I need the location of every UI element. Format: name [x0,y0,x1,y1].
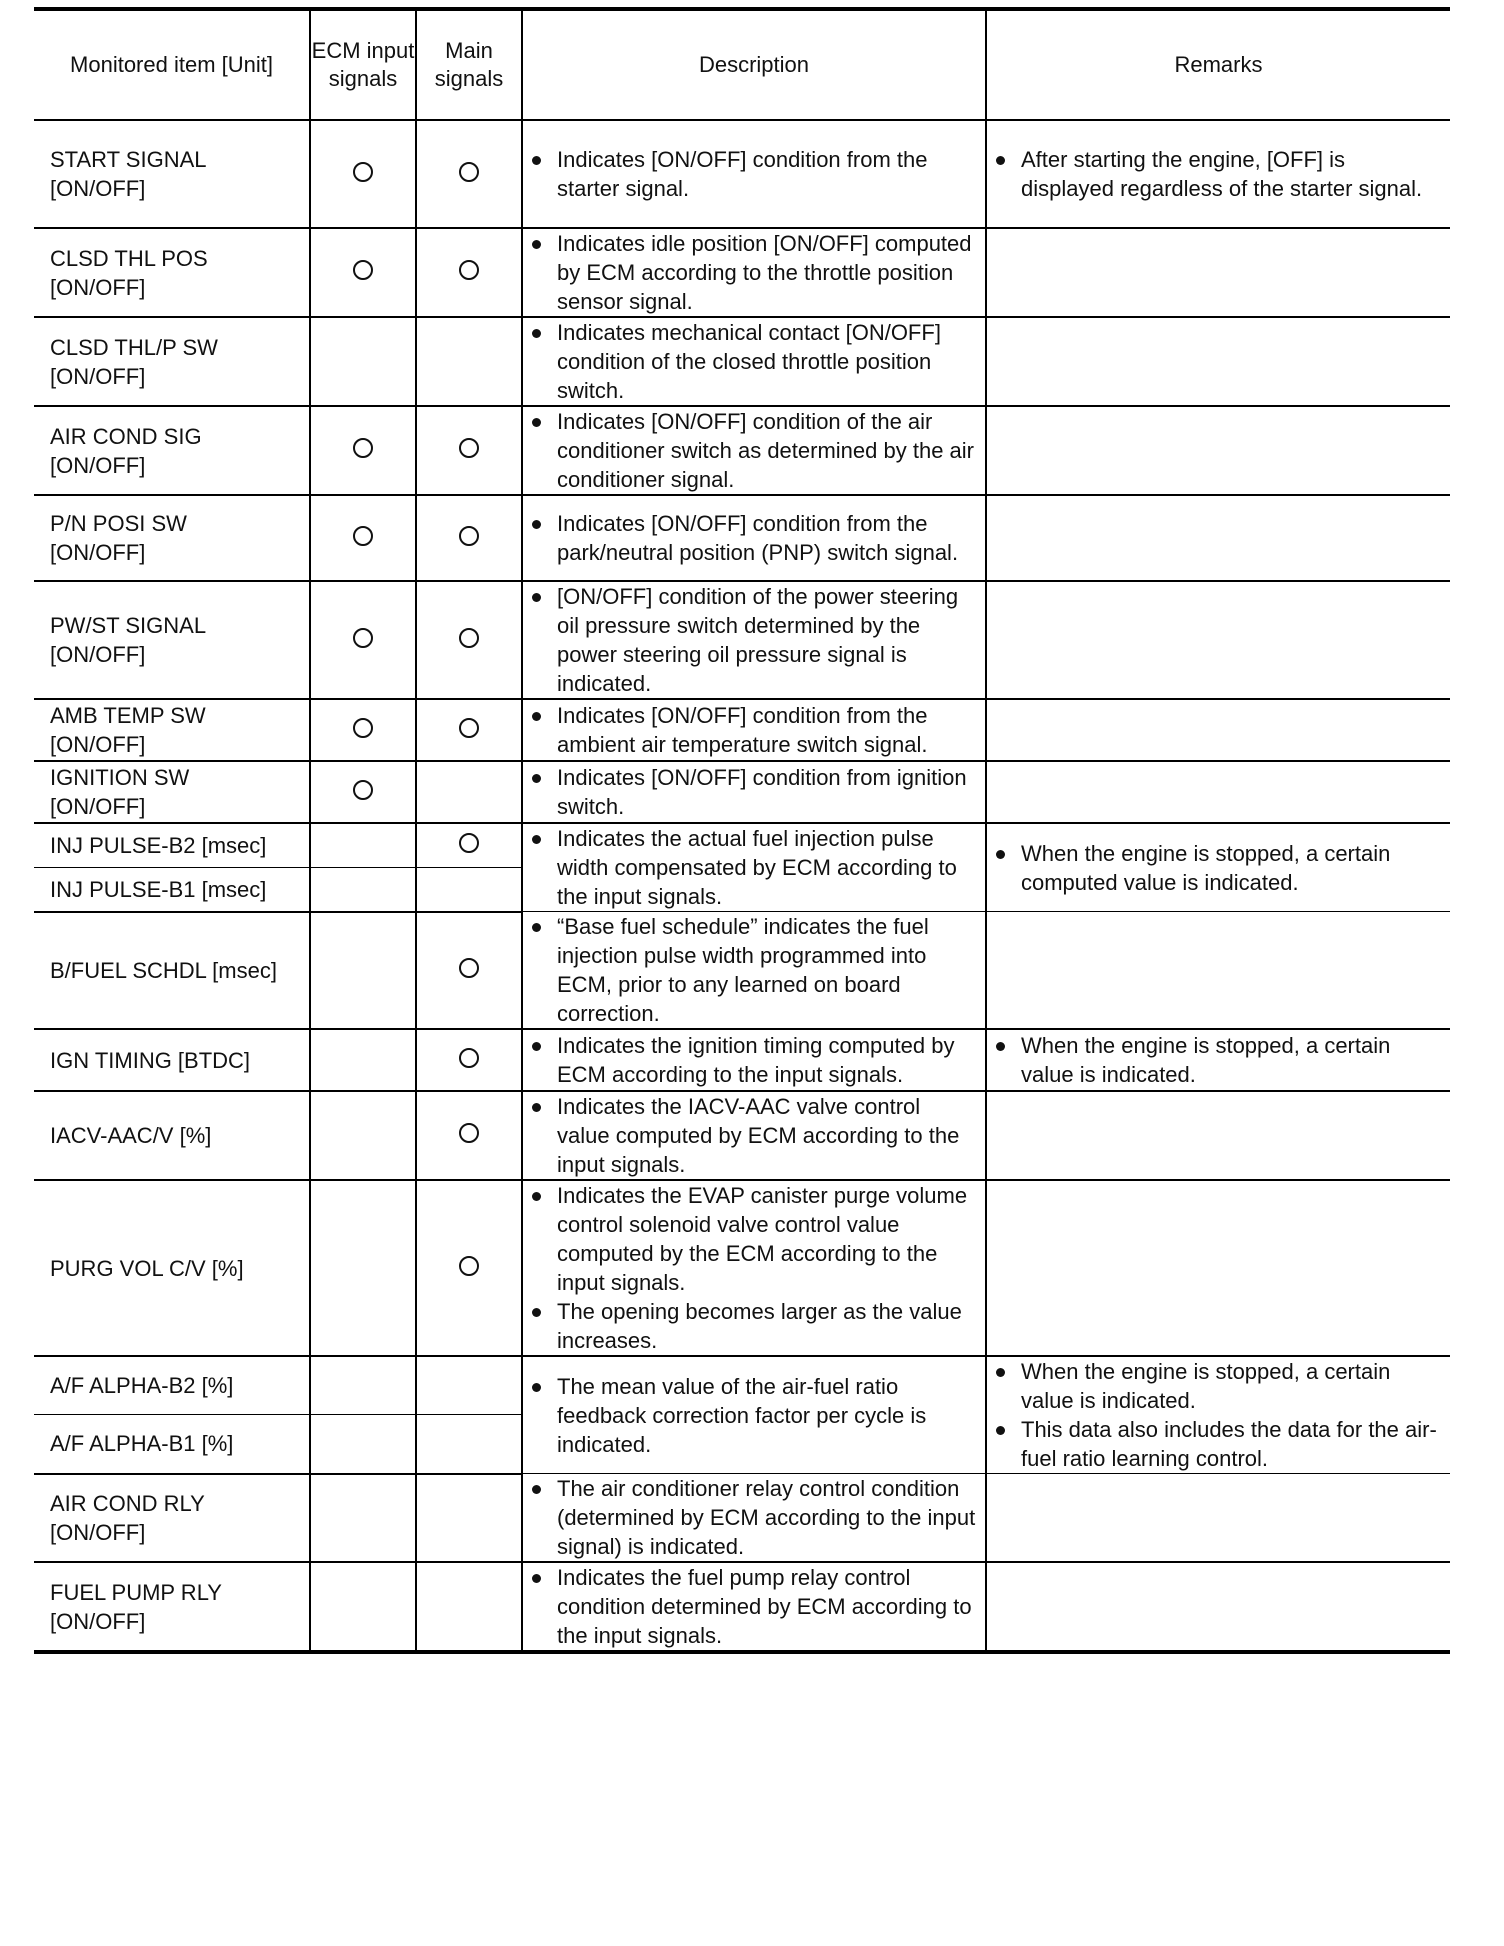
main-signal-mark [416,1091,522,1180]
table-row [34,1474,1450,1563]
description-cell-list [523,1372,985,1459]
description-cell-list [523,145,985,203]
item-name: FUEL PUMP RLY [50,1579,222,1605]
table-row [34,1029,1450,1091]
circle-mark-icon [459,833,479,853]
item-name: AIR COND SIG [50,423,202,449]
remarks-cell [986,1474,1450,1563]
main-signal-mark [416,823,522,867]
description-cell [522,581,986,699]
monitored-item [34,228,310,317]
main-signal-mark [416,1180,522,1356]
item-name: IACV-AAC/V [%] [50,1123,212,1148]
bullet-item: Indicates [ON/OFF] condition from the park/neutral position (PNP) switch signal. [529,509,977,567]
monitor-items-table-container [34,7,1450,1654]
remarks-cell-list [987,145,1450,203]
item-name: PURG VOL C/V [%] [50,1255,244,1281]
item-name: AIR COND RLY [50,1490,205,1516]
monitored-item [34,1474,310,1563]
item-name: INJ PULSE-B1 [msec] [50,876,267,902]
description-cell-list [523,318,985,405]
description-cell-list [523,824,985,911]
description-cell [522,699,986,761]
remarks-cell [986,1562,1450,1652]
description-cell-list [523,1031,985,1089]
remarks-cell-list [987,1357,1450,1473]
bullet-item: This data also includes the data for the air-fuel ratio learning control. [993,1415,1442,1473]
monitored-item [34,1029,310,1091]
bullet-item: Indicates mechanical contact [ON/OFF] condition of the closed throttle position switch. [529,318,977,405]
description-cell-list [523,763,985,821]
bullet-item: Indicates [ON/OFF] condition from ignition switch. [529,763,977,821]
monitored-item [34,495,310,581]
bullet-item: The opening becomes larger as the value increases. [529,1297,977,1355]
table-row [34,699,1450,761]
circle-mark-icon [459,438,479,458]
remarks-cell [986,317,1450,406]
circle-mark-icon [459,1123,479,1143]
description-cell [522,912,986,1030]
main-signal-mark [416,228,522,317]
circle-mark-icon [353,438,373,458]
description-cell-list [523,912,985,1028]
table-row [34,1180,1450,1356]
circle-mark-icon [353,162,373,182]
table-body [34,120,1450,1652]
ecm-input-mark [310,867,416,911]
item-name: IGNITION SW [50,765,190,790]
bullet-item: When the engine is stopped, a certain value is indicated. [993,1031,1442,1089]
circle-mark-icon [459,1256,479,1276]
description-cell-list [523,509,985,567]
ecm-input-mark [310,120,416,228]
remarks-cell [986,1091,1450,1180]
main-signal-mark [416,1029,522,1091]
monitored-item [34,1180,310,1356]
description-cell-list [523,229,985,316]
item-name: START SIGNAL [50,147,207,172]
monitored-item [34,1415,310,1474]
bullet-item: Indicates the fuel pump relay control condition determined by ECM according to the input signals. [529,1563,977,1650]
main-signal-mark [416,581,522,699]
description-cell [522,1029,986,1091]
monitored-item [34,581,310,699]
item-name: A/F ALPHA-B1 [%] [50,1431,234,1457]
bullet-item: Indicates [ON/OFF] condition from the starter signal. [529,145,977,203]
ecm-input-mark [310,1415,416,1474]
monitored-item [34,912,310,1030]
description-cell-list [523,1474,985,1561]
monitored-item [34,317,310,406]
ecm-input-mark [310,1474,416,1563]
monitored-item [34,699,310,761]
table-header-row [34,9,1450,120]
main-signal-mark [416,867,522,911]
circle-mark-icon [459,162,479,182]
bullet-item: Indicates [ON/OFF] condition of the air conditioner switch as determined by the air conditioner signal. [529,407,977,494]
monitored-item [34,867,310,911]
description-cell [522,761,986,823]
monitored-item [34,1562,310,1652]
description-cell [522,495,986,581]
bullet-item: Indicates idle position [ON/OFF] computed by ECM according to the throttle position sensor signal. [529,229,977,316]
ecm-input-mark [310,581,416,699]
item-unit: [ON/OFF] [50,732,146,757]
table-row [34,495,1450,581]
table-row [34,823,1450,867]
monitor-items-table [34,7,1450,1654]
description-cell-list [523,1092,985,1179]
bullet-item: When the engine is stopped, a certain computed value is indicated. [993,839,1442,897]
description-cell [522,1091,986,1180]
table-row [34,317,1450,406]
monitored-item [34,761,310,823]
monitored-item [34,120,310,228]
monitored-item [34,1091,310,1180]
item-name: INJ PULSE-B2 [msec] [50,832,267,858]
bullet-item: The air conditioner relay control condition (determined by ECM according to the input signal) is indicated. [529,1474,977,1561]
header-ecm-input-signals: ECM input signals [310,9,416,120]
ecm-input-mark [310,912,416,1030]
ecm-input-mark [310,495,416,581]
ecm-input-mark [310,1562,416,1652]
table-row [34,761,1450,823]
remarks-cell [986,120,1450,228]
circle-mark-icon [459,526,479,546]
main-signal-mark [416,120,522,228]
item-unit: [ON/OFF] [50,176,146,201]
main-signal-mark [416,761,522,823]
remarks-cell [986,761,1450,823]
circle-mark-icon [353,526,373,546]
monitored-item [34,823,310,867]
table-row [34,120,1450,228]
header-main-signals: Main signals [416,9,522,120]
description-cell-list [523,582,985,698]
header-description: Description [522,9,986,120]
circle-mark-icon [459,718,479,738]
ecm-input-mark [310,1356,416,1415]
circle-mark-icon [353,628,373,648]
main-signal-mark [416,406,522,495]
description-cell-list [523,407,985,494]
main-signal-mark [416,1356,522,1415]
description-cell [522,1356,986,1474]
table-row [34,228,1450,317]
description-cell [522,228,986,317]
remarks-cell [986,228,1450,317]
item-unit: [ON/OFF] [50,363,146,389]
table-row [34,912,1450,1030]
bullet-item: Indicates the EVAP canister purge volume control solenoid valve control value computed by the ECM according to the input signals. [529,1181,977,1297]
header-remarks: Remarks [986,9,1450,120]
item-name: PW/ST SIGNAL [50,613,207,638]
main-signal-mark [416,1562,522,1652]
main-signal-mark [416,1474,522,1563]
table-row [34,1562,1450,1652]
item-name: AMB TEMP SW [50,703,206,728]
bullet-item: Indicates the actual fuel injection pulse width compensated by ECM according to the input signals. [529,824,977,911]
item-name: A/F ALPHA-B2 [%] [50,1373,234,1399]
item-unit: [ON/OFF] [50,642,146,667]
ecm-input-mark [310,699,416,761]
ecm-input-mark [310,761,416,823]
ecm-input-mark [310,228,416,317]
remarks-cell [986,823,1450,912]
bullet-item: After starting the engine, [OFF] is displayed regardless of the starter signal. [993,145,1442,203]
monitored-item [34,406,310,495]
item-unit: [ON/OFF] [50,1608,146,1634]
description-cell [522,1180,986,1356]
circle-mark-icon [353,718,373,738]
main-signal-mark [416,699,522,761]
bullet-item: Indicates the IACV-AAC valve control value computed by ECM according to the input signals. [529,1092,977,1179]
item-name: CLSD THL/P SW [50,334,218,360]
circle-mark-icon [459,1048,479,1068]
circle-mark-icon [459,628,479,648]
main-signal-mark [416,1415,522,1474]
monitored-item [34,1356,310,1415]
bullet-item: [ON/OFF] condition of the power steering oil pressure switch determined by the power steering oil pressure signal is indicated. [529,582,977,698]
header-monitored-item: Monitored item [Unit] [34,9,310,120]
description-cell-list [523,701,985,759]
bullet-item: The mean value of the air-fuel ratio feedback correction factor per cycle is indicated. [529,1372,977,1459]
table-row [34,1091,1450,1180]
ecm-input-mark [310,1180,416,1356]
remarks-cell-list [987,839,1450,897]
ecm-input-mark [310,823,416,867]
main-signal-mark [416,317,522,406]
item-unit: [ON/OFF] [50,794,146,819]
item-name: P/N POSI SW [50,511,187,536]
remarks-cell [986,495,1450,581]
item-unit: [ON/OFF] [50,540,146,565]
item-unit: [ON/OFF] [50,274,146,300]
bullet-item: Indicates [ON/OFF] condition from the ambient air temperature switch signal. [529,701,977,759]
circle-mark-icon [459,260,479,280]
item-name: IGN TIMING [BTDC] [50,1047,251,1073]
remarks-cell [986,406,1450,495]
remarks-cell [986,699,1450,761]
bullet-item: Indicates the ignition timing computed by ECM according to the input signals. [529,1031,977,1089]
remarks-cell-list [987,1031,1450,1089]
table-row [34,1356,1450,1415]
ecm-input-mark [310,1029,416,1091]
description-cell [522,120,986,228]
table-row [34,406,1450,495]
bullet-item: When the engine is stopped, a certain value is indicated. [993,1357,1442,1415]
description-cell [522,1562,986,1652]
remarks-cell [986,581,1450,699]
description-cell [522,317,986,406]
table-row [34,581,1450,699]
bullet-item: “Base fuel schedule” indicates the fuel injection pulse width programmed into ECM, prior to any learned on board correction. [529,912,977,1028]
item-name: B/FUEL SCHDL [msec] [50,957,277,983]
description-cell [522,823,986,912]
item-unit: [ON/OFF] [50,452,146,478]
ecm-input-mark [310,406,416,495]
main-signal-mark [416,912,522,1030]
remarks-cell [986,912,1450,1030]
description-cell-list [523,1181,985,1355]
description-cell [522,1474,986,1563]
remarks-cell [986,1180,1450,1356]
remarks-cell [986,1029,1450,1091]
circle-mark-icon [353,260,373,280]
description-cell-list [523,1563,985,1650]
ecm-input-mark [310,317,416,406]
main-signal-mark [416,495,522,581]
circle-mark-icon [459,958,479,978]
remarks-cell [986,1356,1450,1474]
description-cell [522,406,986,495]
item-unit: [ON/OFF] [50,1519,146,1545]
item-name: CLSD THL POS [50,245,208,271]
circle-mark-icon [353,780,373,800]
ecm-input-mark [310,1091,416,1180]
